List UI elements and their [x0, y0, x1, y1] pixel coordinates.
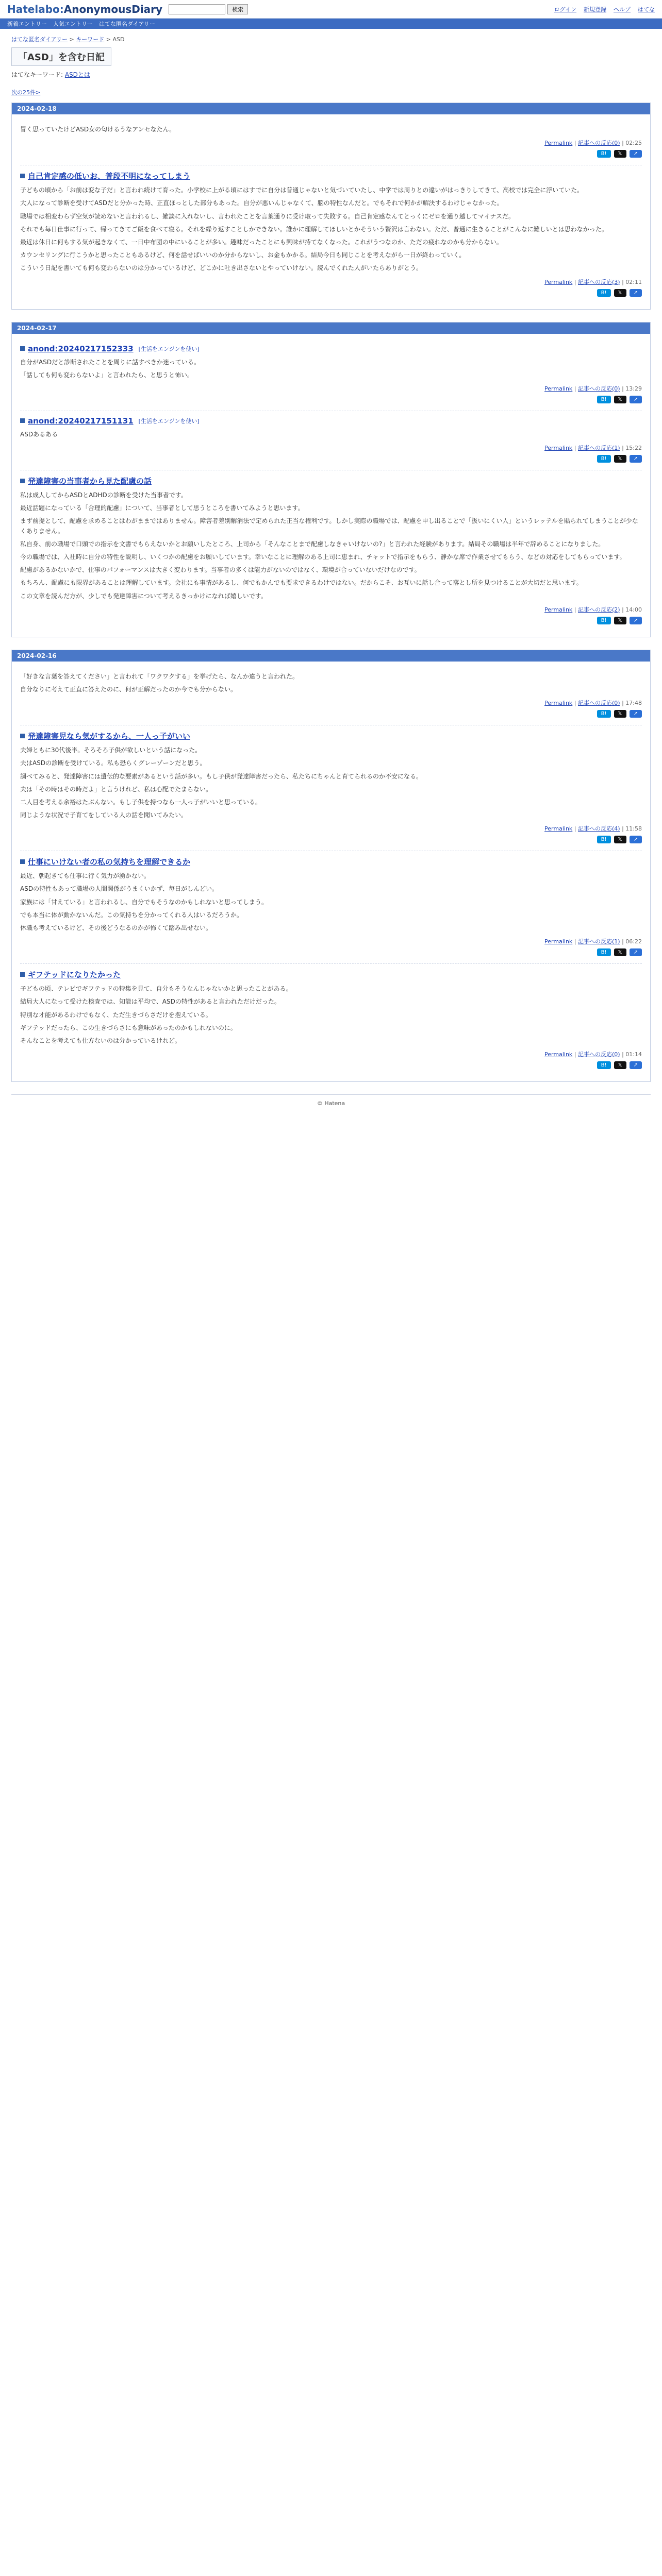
x-share-button[interactable]: 𝕏: [614, 1061, 626, 1069]
entry-paragraph: こういう日記を書いても何も変わらないのは分かっているけど、どこかに吐き出さないとやっていけない。読んでくれた人がいたらありがとう。: [20, 264, 423, 272]
permalink[interactable]: Permalink: [544, 938, 573, 945]
entry-paragraph: 大人になって診断を受けてASDだと分かった時、正直ほっとした部分もあった。自分が悪いんじゃなくて、脳の特性なんだと。でもそれで何かが解決するわけじゃなかった。: [20, 199, 503, 207]
entry-paragraph: でも本当に体が動かないんだ。この気持ちを分かってくれる人はいるだろうか。: [20, 911, 243, 919]
breadcrumb-home[interactable]: はてな匿名ダイアリー: [11, 36, 68, 43]
entry: [20, 964, 642, 1076]
day-section: [11, 322, 651, 637]
keyword-label: はてなキーワード:: [11, 71, 65, 78]
entry-paragraph: そんなことを考えても仕方ないのは分かっているけれど。: [20, 1037, 181, 1044]
keyword-line: [11, 70, 651, 79]
entry-paragraph: 子どもの頃、テレビでギフテッドの特集を見て、自分もそうなんじゃないかと思ったことがある。: [20, 985, 292, 993]
bullet-square-icon: [20, 346, 25, 351]
day-date[interactable]: 2024-02-18: [12, 103, 650, 114]
keyword-link[interactable]: ASDとは: [64, 71, 90, 78]
bullet-square-icon: [20, 859, 25, 864]
entry-time: 02:25: [625, 140, 642, 147]
reactions-link[interactable]: 記事への反応(0): [578, 1051, 620, 1058]
entry-paragraph: 最近話題になっている「合理的配慮」について、当事者として思うところを書いてみようと思います。: [20, 504, 304, 512]
entry-paragraph: 最近、朝起きても仕事に行く気力が湧かない。: [20, 872, 151, 880]
hatena-bookmark-button[interactable]: B!: [597, 150, 611, 158]
share-row: [20, 617, 642, 624]
permalink[interactable]: Permalink: [544, 140, 573, 147]
share-button[interactable]: ↗: [630, 455, 642, 463]
day-date[interactable]: 2024-02-16: [12, 650, 650, 662]
entry-meta: Permalink | 記事への反応(2) | 14:00: [544, 606, 642, 613]
entry-body: [20, 984, 642, 1046]
permalink[interactable]: Permalink: [544, 385, 573, 392]
entry: [20, 411, 642, 470]
entry-meta: Permalink | 記事への反応(1) | 15:22: [544, 445, 642, 452]
entry-paragraph: 休職も考えているけど、その後どうなるのかが怖くて踏み出せない。: [20, 924, 212, 931]
top-link-hatena[interactable]: はてな: [638, 6, 655, 13]
sub-link-new[interactable]: 新着エントリー: [7, 21, 47, 27]
hatena-bookmark-button[interactable]: B!: [597, 617, 611, 624]
entry-body: [20, 125, 642, 134]
share-button[interactable]: ↗: [630, 396, 642, 403]
entry-paragraph: もちろん、配慮にも限界があることは理解しています。会社にも事情があるし、何でもかんでも要求できるわけではない。だからこそ、お互いに話し合って落とし所を見つけることが大切だと思います。: [20, 579, 583, 587]
share-row: [20, 1061, 642, 1069]
entry-meta: Permalink | 記事への反応(4) | 11:58: [544, 825, 642, 833]
share-row: [20, 396, 642, 403]
entry-title[interactable]: anond:20240217152333: [28, 344, 134, 353]
entry-body: [20, 672, 642, 694]
share-button[interactable]: ↗: [630, 150, 642, 158]
top-search: [169, 4, 248, 14]
entry: [20, 339, 642, 411]
sub-link-anond[interactable]: はてな匿名ダイアリー: [99, 21, 156, 27]
entry-title-row: [20, 731, 642, 741]
reactions-link[interactable]: 記事への反応(3): [578, 278, 620, 285]
entry: [20, 165, 642, 303]
share-row: [20, 455, 642, 463]
top-link-help[interactable]: ヘルプ: [614, 6, 631, 13]
hatena-bookmark-button[interactable]: B!: [597, 1061, 611, 1069]
reactions-link[interactable]: 記事への反応(1): [578, 445, 620, 452]
days-list: [11, 103, 651, 1082]
breadcrumb: [11, 35, 651, 43]
entry-title[interactable]: anond:20240217151131: [28, 416, 134, 426]
entry-time: 11:58: [625, 825, 642, 833]
entry: [20, 851, 642, 964]
reactions-link[interactable]: 記事への反応(0): [578, 385, 620, 392]
hatena-bookmark-button[interactable]: B!: [597, 289, 611, 297]
entry-paragraph: 「話しても何も変わらないよ」と言われたら、と思うと怖い。: [20, 371, 194, 379]
top-bar: [0, 0, 662, 19]
entry-paragraph: それでも毎日仕事に行って、帰ってきてご飯を食べて寝る。それを繰り返すことしかできない。誰かに理解してほしいとかそういう贅沢は言わない。ただ、普通に生きることがこんなに難しいとは思わなかった。: [20, 225, 608, 233]
entry-paragraph: 特別な才能があるわけでもなく、ただ生きづらさだけを抱えている。: [20, 1011, 212, 1019]
entry-title-row: [20, 856, 642, 867]
share-button[interactable]: ↗: [630, 836, 642, 843]
reactions-link[interactable]: 記事への反応(4): [578, 825, 620, 833]
entry-paragraph: 最近は休日に何もする気が起きなくて、一日中布団の中にいることが多い。趣味だったことにも興味が持てなくなった。これがうつなのか、ただの疲れなのかも分からない。: [20, 238, 503, 246]
entry-paragraph: ASDの特性もあって職場の人間関係がうまくいかず、毎日がしんどい。: [20, 885, 218, 893]
day-section: [11, 103, 651, 310]
entry-paragraph: 自分なりに考えて正直に答えたのに、何が正解だったのか今でも分からない。: [20, 685, 237, 693]
share-button[interactable]: ↗: [630, 710, 642, 718]
share-row: [20, 710, 642, 718]
entry: [20, 725, 642, 851]
entry-paragraph: ギフテッドだったら、この生きづらさにも意味があったのかもしれないのに。: [20, 1024, 237, 1031]
x-share-button[interactable]: 𝕏: [614, 836, 626, 843]
permalink[interactable]: Permalink: [544, 1051, 573, 1058]
entry-paragraph: 二人目を考える余裕はたぶんない。もし子供を持つなら一人っ子がいいと思っている。: [20, 798, 262, 806]
entry-paragraph: 私は成人してからASDとADHDの診断を受けた当事者です。: [20, 492, 187, 499]
entry-paragraph: 私自身、前の職場で口頭での指示を文書でもらえないかとお願いしたところ、上司から「そんなことまで配慮しなきゃいけないの?」と言われた経験があります。結局その職場は半年で辞めることになりました。: [20, 540, 605, 548]
entry-time: 02:11: [625, 278, 642, 285]
main-content: [11, 29, 651, 1122]
entry-time: 13:29: [625, 385, 642, 392]
entry-paragraph: 同じような状況で子育てをしている人の話を聞いてみたい。: [20, 811, 188, 819]
sub-link-popular[interactable]: 人気エントリー: [53, 21, 93, 27]
top-link-register[interactable]: 新規登録: [584, 6, 606, 13]
entry-body: [20, 430, 642, 439]
entry-paragraph: まず前提として、配慮を求めることはわがままではありません。障害者差別解消法で定められた正当な権利です。しかし実際の職場では、配慮を申し出ることで「扱いにくい人」というレッテルを貼られてしまうことが少なくありません。: [20, 517, 638, 535]
logo-sub: AnonymousDiary: [63, 3, 163, 15]
entry-paragraph: 結局大人になって受けた検査では、知能は平均で、ASDの特性があると言われただけだった。: [20, 998, 280, 1006]
entry-body: [20, 490, 642, 601]
entry-paragraph: 子どもの頃から「お前は変な子だ」と言われ続けて育った。小学校に上がる頃にはすでに自分は普通じゃないと気づいていたし、中学では周りとの違いがはっきりしてきて、高校では完全に浮いていた。: [20, 187, 584, 194]
share-row: [20, 836, 642, 843]
permalink[interactable]: Permalink: [544, 825, 573, 833]
site-logo[interactable]: [7, 3, 162, 15]
share-button[interactable]: ↗: [630, 948, 642, 956]
entry-body: [20, 871, 642, 933]
entry-meta: Permalink | 記事への反応(1) | 06:22: [544, 938, 642, 945]
entry-title[interactable]: 発達障害児なら気がするから、一人っ子がいい: [28, 732, 191, 741]
bullet-square-icon: [20, 972, 25, 977]
entry-title[interactable]: 自己肯定感の低いお、普段不明になってしまう: [28, 172, 191, 181]
x-share-button[interactable]: 𝕏: [614, 289, 626, 297]
search-input[interactable]: [169, 4, 225, 14]
entry-meta: Permalink | 記事への反応(0) | 13:29: [544, 385, 642, 392]
x-share-button[interactable]: 𝕏: [614, 150, 626, 158]
entry-paragraph: カウンセリングに行こうかと思ったこともあるけど、何を話せばいいのか分からないし、お金もかかる。結局今日も同じことを考えながら一日が終わっていく。: [20, 251, 466, 259]
bullet-square-icon: [20, 418, 25, 423]
entry-title-row: [20, 969, 642, 980]
entry: [20, 470, 642, 632]
entry-meta: Permalink | 記事への反応(0) | 01:14: [544, 1051, 642, 1058]
entry-body: [20, 358, 642, 380]
entry-body: [20, 185, 642, 273]
entry-time: 17:48: [625, 700, 642, 707]
hatena-bookmark-button[interactable]: B!: [597, 396, 611, 403]
breadcrumb-sep: >: [104, 36, 113, 43]
share-row: [20, 289, 642, 297]
entry-paragraph: 冒く思っていたけどASD女の匂けるうなアンセなたん。: [20, 126, 176, 133]
entry-paragraph: 調べてみると、発達障害には遺伝的な要素があるという話が多い。もし子供が発達障害だったら、私たちにちゃんと育てられるのか不安になる。: [20, 772, 423, 780]
hatena-bookmark-button[interactable]: B!: [597, 948, 611, 956]
entry-title[interactable]: 発達障害の当事者から見た配慮の話: [28, 477, 152, 486]
entry-paragraph: 夫は「その時はその時だよ」と言うけれど、私は心配でたまらない。: [20, 785, 212, 793]
x-share-button[interactable]: 𝕏: [614, 617, 626, 624]
hatena-bookmark-button[interactable]: B!: [597, 836, 611, 843]
x-share-button[interactable]: 𝕏: [614, 396, 626, 403]
hatena-bookmark-button[interactable]: B!: [597, 710, 611, 718]
hatena-bookmark-button[interactable]: B!: [597, 455, 611, 463]
share-button[interactable]: ↗: [630, 289, 642, 297]
entry-time: 15:22: [625, 445, 642, 452]
entry-title[interactable]: 仕事にいけない者の私の気持ちを理解できるか: [28, 857, 191, 867]
logo-main: Hatelabo:: [7, 3, 64, 15]
day-date[interactable]: 2024-02-17: [12, 323, 650, 334]
day-body: [12, 662, 650, 1081]
x-share-button[interactable]: 𝕏: [614, 455, 626, 463]
entry-meta: Permalink | 記事への反応(0) | 02:25: [544, 140, 642, 147]
entry-time: 06:22: [625, 938, 642, 945]
breadcrumb-section[interactable]: キーワード: [76, 36, 105, 43]
entry-paragraph: 家族には「甘えている」と言われるし、自分でもそうなのかもしれないと思ってしまう。: [20, 898, 268, 906]
reactions-link[interactable]: 記事への反応(1): [578, 938, 620, 945]
day-section: [11, 650, 651, 1082]
reactions-link[interactable]: 記事への反応(0): [578, 700, 620, 707]
entry-category[interactable]: [生活をエンジンを使い]: [138, 345, 200, 352]
share-row: [20, 150, 642, 158]
bullet-square-icon: [20, 174, 25, 178]
permalink[interactable]: Permalink: [544, 445, 573, 452]
page-title: 「ASD」を含む日記: [11, 47, 111, 66]
entry-paragraph: 職場では相変わらず空気が読めないと言われるし、雑談に入れないし、言われたことを言葉通りに受け取って失敗する。自己肯定感なんてとっくにゼロを通り越してマイナスだ。: [20, 212, 515, 220]
entry-title-row: [20, 476, 642, 486]
day-body: [12, 114, 650, 309]
entry-paragraph: 配慮があるかないかで、仕事のパフォーマンスは大きく変わります。当事者の多くは能力がないのではなく、環境が合っていないだけなのです。: [20, 566, 421, 574]
entry-paragraph: 今の職場では、入社時に自分の特性を説明し、いくつかの配慮をお願いしています。幸いなことに理解のある上司に恵まれ、チャットで指示をもらう、静かな席で作業させてもらう、などの対応をしてもらっています。: [20, 553, 626, 561]
bullet-square-icon: [20, 734, 25, 738]
share-button[interactable]: ↗: [630, 1061, 642, 1069]
entry-title-row: [20, 344, 642, 353]
entry-body: [20, 745, 642, 820]
entry-title[interactable]: ギフテッドになりたかった: [28, 970, 121, 980]
entry-paragraph: 「好きな言葉を答えてください」と言われて「ワクワクする」を挙げたら、なんか違うと言われた。: [20, 672, 299, 680]
share-button[interactable]: ↗: [630, 617, 642, 624]
permalink[interactable]: Permalink: [544, 278, 573, 285]
x-share-button[interactable]: 𝕏: [614, 710, 626, 718]
breadcrumb-sep: >: [68, 36, 76, 43]
reactions-link[interactable]: 記事への反応(0): [578, 140, 620, 147]
breadcrumb-current: ASD: [112, 36, 125, 43]
next-page-link[interactable]: 次の25件>: [11, 89, 41, 96]
entry: [20, 120, 642, 165]
top-link-login[interactable]: ログイン: [554, 6, 576, 13]
entry-title-row: [20, 171, 642, 181]
entry: [20, 667, 642, 725]
day-body: [12, 334, 650, 637]
entry-paragraph: この文章を読んだ方が、少しでも発達障害について考えるきっかけになれば嬉しいです。: [20, 592, 267, 600]
entry-category[interactable]: [生活をエンジンを使い]: [138, 417, 200, 425]
entry-paragraph: 夫婦ともに30代後半。そろそろ子供が欲しいという話になった。: [20, 747, 202, 754]
top-links: [554, 5, 655, 13]
reactions-link[interactable]: 記事への反応(2): [578, 606, 620, 613]
entry-paragraph: ASDあるある: [20, 430, 58, 438]
entry-paragraph: 自分がASDだと診断されたことを周りに話すべきか迷っている。: [20, 358, 200, 366]
entry-time: 01:14: [625, 1051, 642, 1058]
search-button[interactable]: 検索: [227, 4, 248, 14]
footer: © Hatena: [11, 1094, 651, 1122]
permalink[interactable]: Permalink: [544, 700, 573, 707]
entry-meta: Permalink | 記事への反応(0) | 17:48: [544, 700, 642, 707]
entry-meta: Permalink | 記事への反応(3) | 02:11: [544, 278, 642, 285]
x-share-button[interactable]: 𝕏: [614, 948, 626, 956]
entry-title-row: [20, 416, 642, 426]
share-row: [20, 948, 642, 956]
entry-paragraph: 夫はASDの診断を受けている。私も恐らくグレーゾーンだと思う。: [20, 759, 206, 767]
entry-time: 14:00: [625, 606, 642, 613]
bullet-square-icon: [20, 479, 25, 483]
permalink[interactable]: Permalink: [544, 606, 573, 613]
sub-bar: [0, 19, 662, 29]
